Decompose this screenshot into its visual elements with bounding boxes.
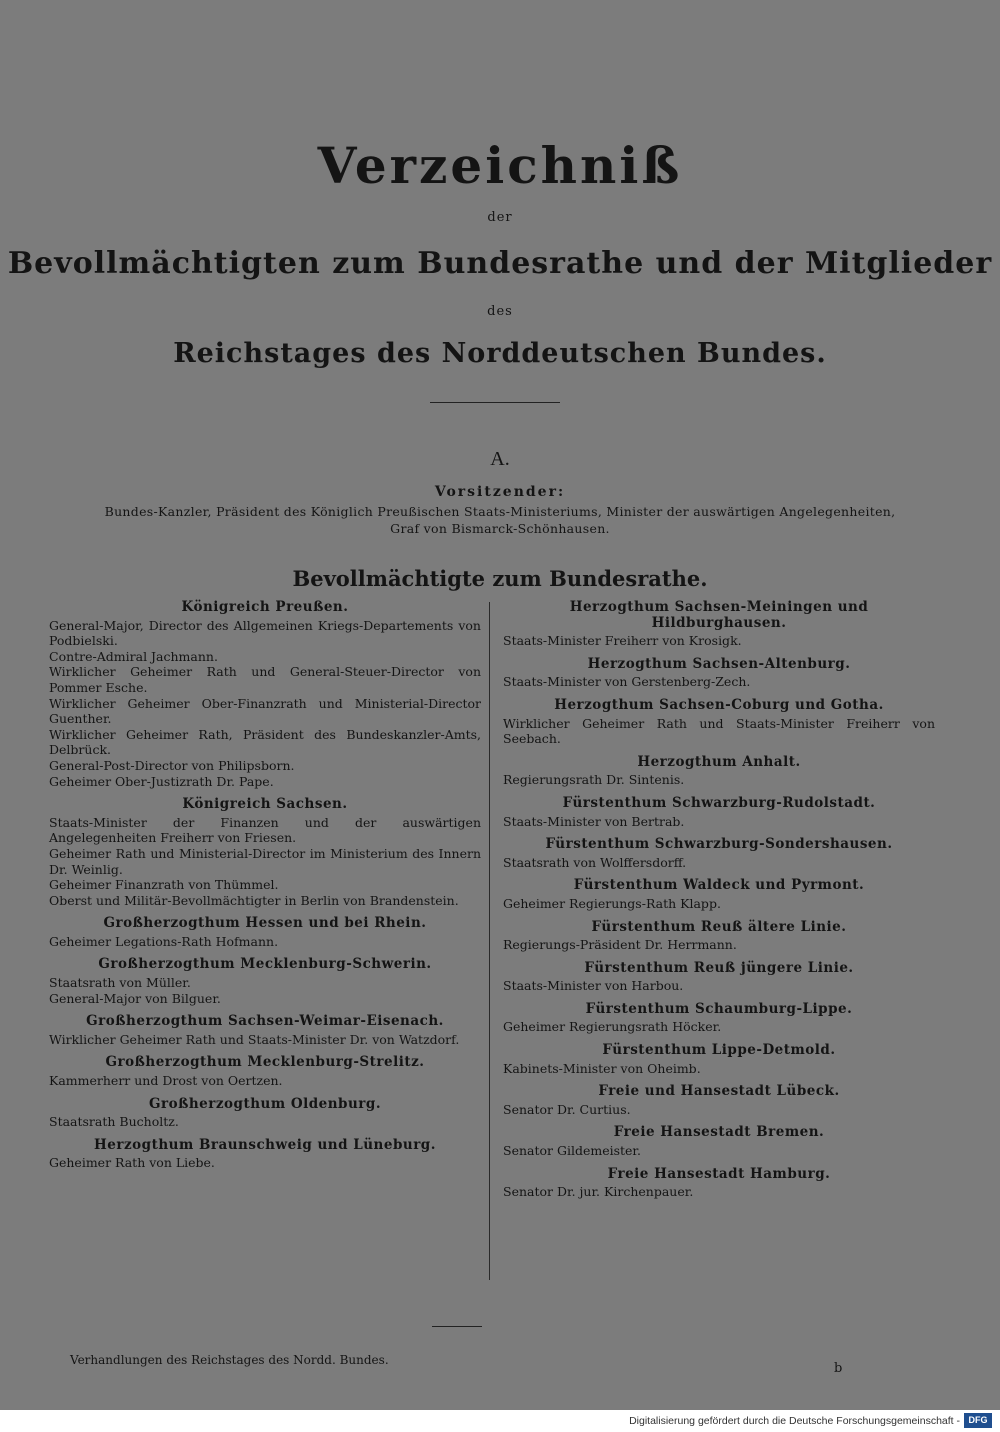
state-heading: Freie Hansestadt Hamburg.: [607, 1165, 831, 1182]
state-heading: Großherzogthum Oldenburg.: [148, 1095, 382, 1112]
state-heading: Fürstenthum Lippe-Detmold.: [602, 1042, 836, 1059]
member-entry: Contre-Admiral Jachmann.: [49, 648, 218, 664]
state-group: [503, 1043, 935, 1076]
state-heading: Fürstenthum Waldeck und Pyrmont.: [573, 877, 865, 894]
member-entry: Geheimer Rath und Ministerial-Director im Ministerium des Innern Dr. Weinlig.: [49, 845, 481, 877]
state-group: [503, 698, 935, 747]
member-entry: Staatsrath von Wolffersdorff.: [503, 854, 687, 870]
member-entry: Wirklicher Geheimer Ober-Finanzrath und Ministerial-Director Guenther.: [49, 695, 481, 727]
right-column: [503, 600, 935, 1208]
member-entry: Oberst und Militär-Bevollmächtigter in Berlin von Brandenstein.: [49, 892, 459, 908]
state-group: [503, 961, 935, 994]
member-entry: Wirklicher Geheimer Rath und Staats-Minister Freiherr von Seebach.: [503, 715, 935, 747]
member-entry: Staatsrath von Müller.: [49, 975, 191, 991]
state-group: [49, 957, 481, 1006]
member-entry: Geheimer Finanzrath von Thümmel.: [49, 877, 279, 893]
state-group: [503, 1167, 935, 1200]
member-entry: Geheimer Ober-Justizrath Dr. Pape.: [49, 773, 274, 789]
member-entry: Wirklicher Geheimer Rath und Staats-Minister Dr. von Watzdorf.: [49, 1031, 460, 1047]
state-heading: Herzogthum Sachsen-Coburg und Gotha.: [554, 696, 884, 713]
state-heading: Fürstenthum Schaumburg-Lippe.: [585, 1000, 853, 1017]
state-group: [503, 878, 935, 911]
state-heading: Herzogthum Sachsen-Meiningen und Hildburghausen.: [569, 599, 869, 631]
state-heading: Herzogthum Anhalt.: [637, 753, 801, 770]
member-entry: Geheimer Legations-Rath Hofmann.: [49, 933, 279, 949]
dfg-logo: DFG: [964, 1413, 992, 1428]
state-group: [49, 1097, 481, 1130]
state-heading: Großherzogthum Hessen und bei Rhein.: [103, 915, 427, 932]
state-group: [49, 916, 481, 949]
state-heading: Königreich Preußen.: [181, 599, 349, 615]
member-entry: Kammerherr und Drost von Oertzen.: [49, 1073, 283, 1089]
state-group: [503, 1125, 935, 1158]
member-entry: Staats-Minister Freiherr von Krosigk.: [503, 633, 742, 649]
member-entry: Geheimer Regierungsrath Höcker.: [503, 1019, 722, 1035]
chair-line-2: Graf von Bismarck-Schönhausen.: [390, 521, 610, 536]
state-group: [503, 796, 935, 829]
document-title: Verzeichniß: [317, 136, 683, 195]
connector-der: der: [487, 210, 513, 225]
state-group: [503, 600, 935, 649]
member-entry: General-Post-Director von Philipsborn.: [49, 757, 295, 773]
state-group: [49, 1138, 481, 1171]
member-entry: Geheimer Rath von Liebe.: [49, 1155, 215, 1171]
state-heading: Herzogthum Sachsen-Altenburg.: [587, 655, 851, 672]
chair-line-1: Bundes-Kanzler, Präsident des Königlich Preußischen Staats-Ministeriums, Minister der auswärtigen Angelegenheiten,: [104, 504, 896, 519]
member-entry: Regierungsrath Dr. Sintenis.: [503, 772, 685, 788]
left-column: [49, 600, 481, 1179]
state-group: [49, 797, 481, 908]
state-group: [503, 657, 935, 690]
dfg-banner: [0, 1410, 1000, 1432]
member-entry: Staats-Minister von Bertrab.: [503, 813, 685, 829]
member-entry: Staats-Minister von Gerstenberg-Zech.: [503, 674, 751, 690]
member-entry: Wirklicher Geheimer Rath und General-Steuer-Director von Pommer Esche.: [49, 664, 481, 695]
state-group: [503, 1002, 935, 1035]
member-entry: Staats-Minister von Harbou.: [503, 978, 684, 994]
member-entry: Regierungs-Präsident Dr. Herrmann.: [503, 937, 737, 953]
member-entry: General-Major von Bilguer.: [49, 990, 221, 1006]
member-entry: Staatsrath Bucholtz.: [49, 1114, 179, 1130]
member-entry: Staats-Minister der Finanzen und der auswärtigen Angelegenheiten Freiherr von Friesen.: [49, 814, 481, 846]
state-group: [503, 920, 935, 953]
state-heading: Großherzogthum Mecklenburg-Strelitz.: [105, 1054, 425, 1071]
dfg-notice: Digitalisierung gefördert durch die Deutsche Forschungsgemeinschaft -: [629, 1415, 960, 1427]
state-heading: Herzogthum Braunschweig und Lüneburg.: [94, 1136, 436, 1153]
state-heading: Großherzogthum Mecklenburg-Schwerin.: [98, 956, 432, 973]
state-group: [503, 1084, 935, 1117]
chair-heading: Vorsitzender:: [434, 484, 566, 500]
state-group: [49, 1014, 481, 1047]
state-group: [503, 755, 935, 788]
member-entry: Geheimer Regierungs-Rath Klapp.: [503, 895, 721, 911]
sheet-mark: b: [834, 1361, 843, 1376]
member-entry: General-Major, Director des Allgemeinen Kriegs-Departements von Podbielski.: [49, 617, 481, 649]
state-heading: Fürstenthum Schwarzburg-Rudolstadt.: [562, 794, 876, 811]
state-group: [503, 837, 935, 870]
subtitle-reichstag: Reichstages des Norddeutschen Bundes.: [173, 338, 827, 369]
state-heading: Fürstenthum Reuß jüngere Linie.: [584, 959, 854, 976]
bundesrat-heading: Bevollmächtigte zum Bundesrathe.: [292, 566, 708, 591]
member-entry: Kabinets-Minister von Oheimb.: [503, 1060, 701, 1076]
member-entry: Senator Gildemeister.: [503, 1143, 642, 1159]
member-entry: Senator Dr. Curtius.: [503, 1101, 631, 1117]
state-heading: Königreich Sachsen.: [182, 796, 348, 813]
state-heading: Freie Hansestadt Bremen.: [613, 1124, 825, 1141]
member-entry: Senator Dr. jur. Kirchenpauer.: [503, 1184, 694, 1200]
state-heading: Fürstenthum Reuß ältere Linie.: [591, 918, 847, 935]
chair-description: [0, 503, 1000, 537]
state-heading: Fürstenthum Schwarzburg-Sondershausen.: [545, 836, 893, 853]
connector-des: des: [487, 304, 513, 319]
footer-rule: [432, 1326, 482, 1327]
title-rule: [430, 402, 560, 403]
state-group: [49, 600, 481, 789]
member-entry: Wirklicher Geheimer Rath, Präsident des Bundeskanzler-Amts, Delbrück.: [49, 726, 481, 758]
footer-source: Verhandlungen des Reichstages des Nordd. Bundes.: [70, 1353, 389, 1367]
state-heading: Freie und Hansestadt Lübeck.: [598, 1083, 840, 1100]
section-letter: A.: [490, 448, 510, 470]
state-heading: Großherzogthum Sachsen-Weimar-Eisenach.: [86, 1013, 444, 1030]
state-group: [49, 1055, 481, 1088]
column-divider: [489, 602, 490, 1280]
subtitle-bundesrat: Bevollmächtigten zum Bundesrathe und der Mitglieder: [7, 246, 993, 281]
